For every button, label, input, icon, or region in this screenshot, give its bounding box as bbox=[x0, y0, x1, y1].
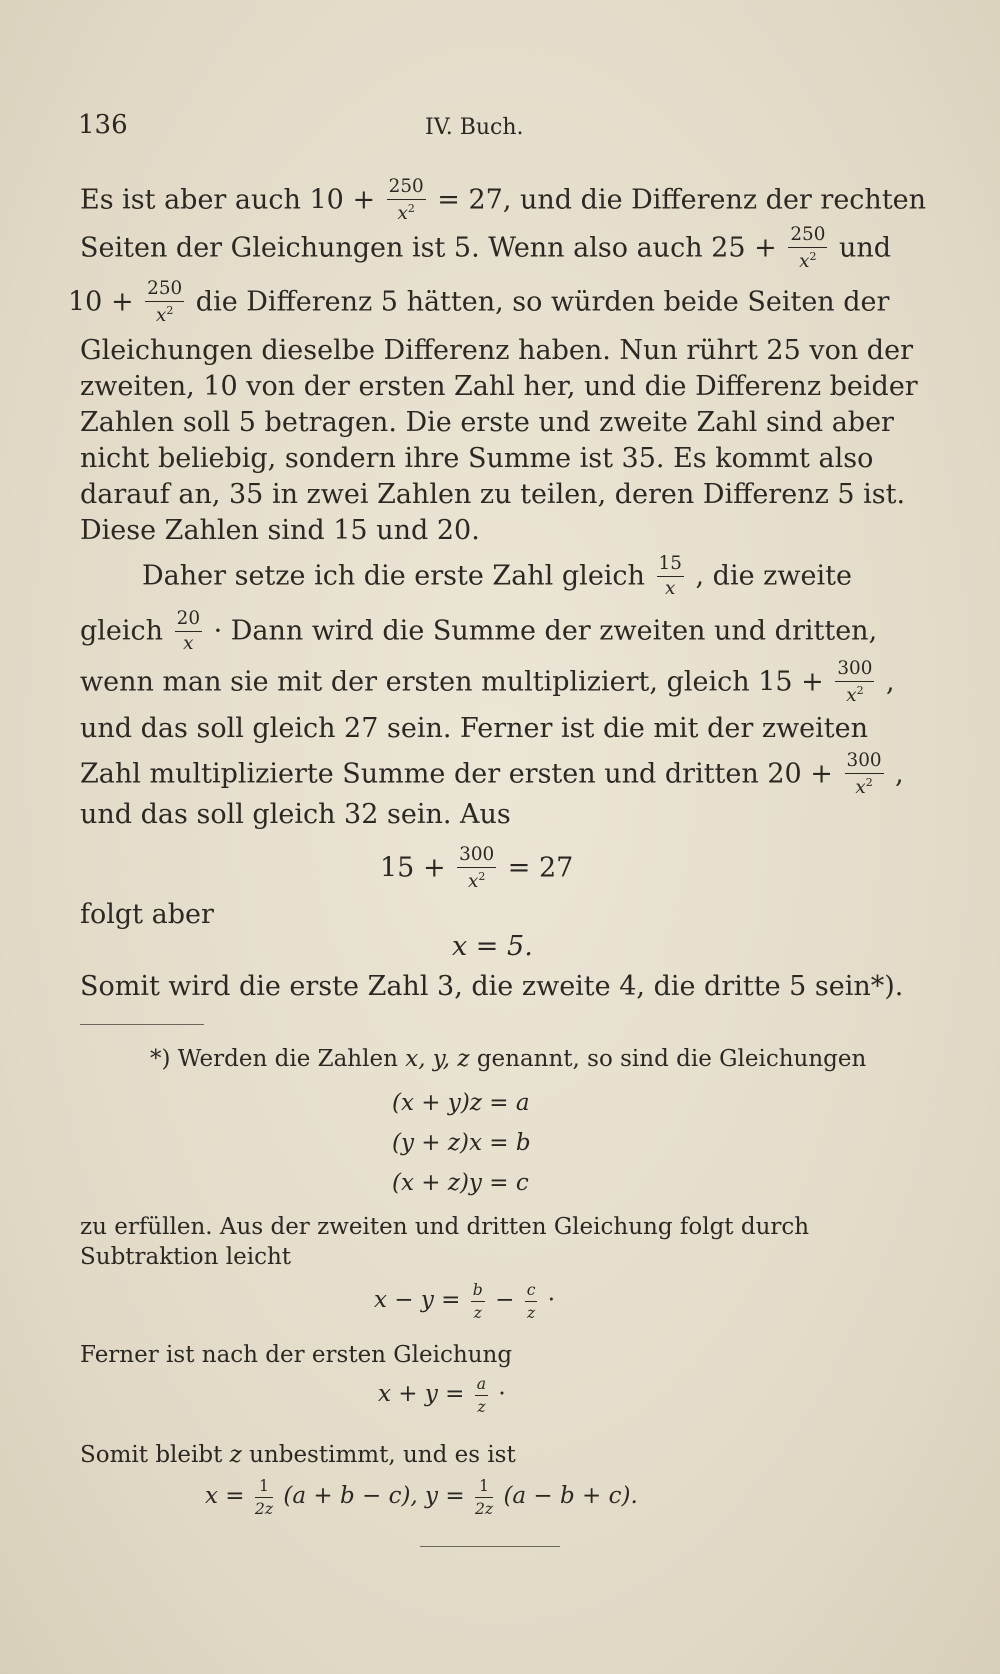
fraction: $\frac{250}{x^2}$ bbox=[790, 224, 826, 273]
equation: x = 5. bbox=[452, 931, 533, 962]
text-line: zweiten, 10 von der ersten Zahl her, und die Differenz beider bbox=[80, 371, 918, 402]
text-line: wenn man sie mit der ersten multipliziert, gleich 15 + $\frac{300}{x^2}$ , bbox=[80, 658, 895, 707]
fraction: $\frac{250}{x^2}$ bbox=[147, 278, 183, 327]
footnote-intro: *) Werden die Zahlen x, y, z genannt, so sind die Gleichungen bbox=[150, 1046, 867, 1072]
equation: (x + y)z = a bbox=[392, 1090, 530, 1116]
fraction: $\frac{1}{2z}$ bbox=[474, 1476, 494, 1518]
footnote-line: zu erfüllen. Aus der zweiten und dritten Gleichung folgt durch bbox=[80, 1214, 810, 1240]
equation: (x + z)y = c bbox=[392, 1170, 529, 1196]
footnote-line: Somit bleibt z unbestimmt, und es ist bbox=[80, 1442, 516, 1468]
fraction: $\frac{15}{x}$ bbox=[658, 553, 682, 600]
text-line: folgt aber bbox=[80, 899, 214, 930]
fraction: $\frac{250}{x^2}$ bbox=[388, 176, 424, 225]
footnote-divider bbox=[80, 1024, 204, 1025]
footnote-line: Ferner ist nach der ersten Gleichung bbox=[80, 1342, 513, 1368]
fraction: $\frac{300}{x^2}$ bbox=[837, 658, 873, 707]
text-line: gleich $\frac{20}{x}$ · Dann wird die Summe der zweiten und dritten, bbox=[80, 608, 878, 655]
text-line: Daher setze ich die erste Zahl gleich $\frac{15}{x}$ , die zweite bbox=[142, 553, 852, 600]
fraction: $\frac{300}{x^2}$ bbox=[846, 750, 882, 799]
text-line: nicht beliebig, sondern ihre Summe ist 35. Es kommt also bbox=[80, 443, 874, 474]
footnote-line: Subtraktion leicht bbox=[80, 1244, 292, 1270]
fraction: $\frac{20}{x}$ bbox=[176, 608, 201, 655]
text-line: und das soll gleich 32 sein. Aus bbox=[80, 799, 511, 830]
text-line: Diese Zahlen sind 15 und 20. bbox=[80, 515, 480, 546]
text-line: 10 + $\frac{250}{x^2}$ die Differenz 5 hätten, so würden beide Seiten der bbox=[68, 278, 890, 327]
running-head: IV. Buch. bbox=[425, 115, 524, 140]
text-line: darauf an, 35 in zwei Zahlen zu teilen, deren Differenz 5 ist. bbox=[80, 479, 906, 510]
equation: x − y = $\frac{b}{z}$ − $\frac{c}{z}$ · bbox=[374, 1280, 556, 1322]
page-number: 136 bbox=[78, 110, 128, 140]
text-line: und das soll gleich 27 sein. Ferner ist die mit der zweiten bbox=[80, 713, 869, 744]
equation: x + y = $\frac{a}{z}$ · bbox=[378, 1374, 506, 1416]
end-divider bbox=[420, 1546, 560, 1547]
fraction: $\frac{c}{z}$ bbox=[526, 1280, 536, 1322]
text-line: Seiten der Gleichungen ist 5. Wenn also auch 25 + $\frac{250}{x^2}$ und bbox=[80, 224, 892, 273]
fraction: $\frac{b}{z}$ bbox=[472, 1280, 483, 1322]
equation: 15 + $\frac{300}{x^2}$ = 27 bbox=[380, 844, 574, 893]
text-line: Zahl multiplizierte Summe der ersten und dritten 20 + $\frac{300}{x^2}$ , bbox=[80, 750, 904, 799]
text-line: Somit wird die erste Zahl 3, die zweite 4, die dritte 5 sein*). bbox=[80, 971, 904, 1002]
text-line: Es ist aber auch 10 + $\frac{250}{x^2}$ = 27, und die Differenz der rechten bbox=[80, 176, 927, 225]
text-line: Zahlen soll 5 betragen. Die erste und zweite Zahl sind aber bbox=[80, 407, 894, 438]
text-line: Gleichungen dieselbe Differenz haben. Nun rührt 25 von der bbox=[80, 335, 913, 366]
fraction: $\frac{300}{x^2}$ bbox=[459, 844, 495, 893]
fraction: $\frac{a}{z}$ bbox=[476, 1374, 487, 1416]
equation: (y + z)x = b bbox=[392, 1130, 531, 1156]
equation: x = $\frac{1}{2z}$ (a + b − c), y = $\frac{1}{2z}$ (a − b + c). bbox=[205, 1476, 638, 1518]
fraction: $\frac{1}{2z}$ bbox=[254, 1476, 274, 1518]
